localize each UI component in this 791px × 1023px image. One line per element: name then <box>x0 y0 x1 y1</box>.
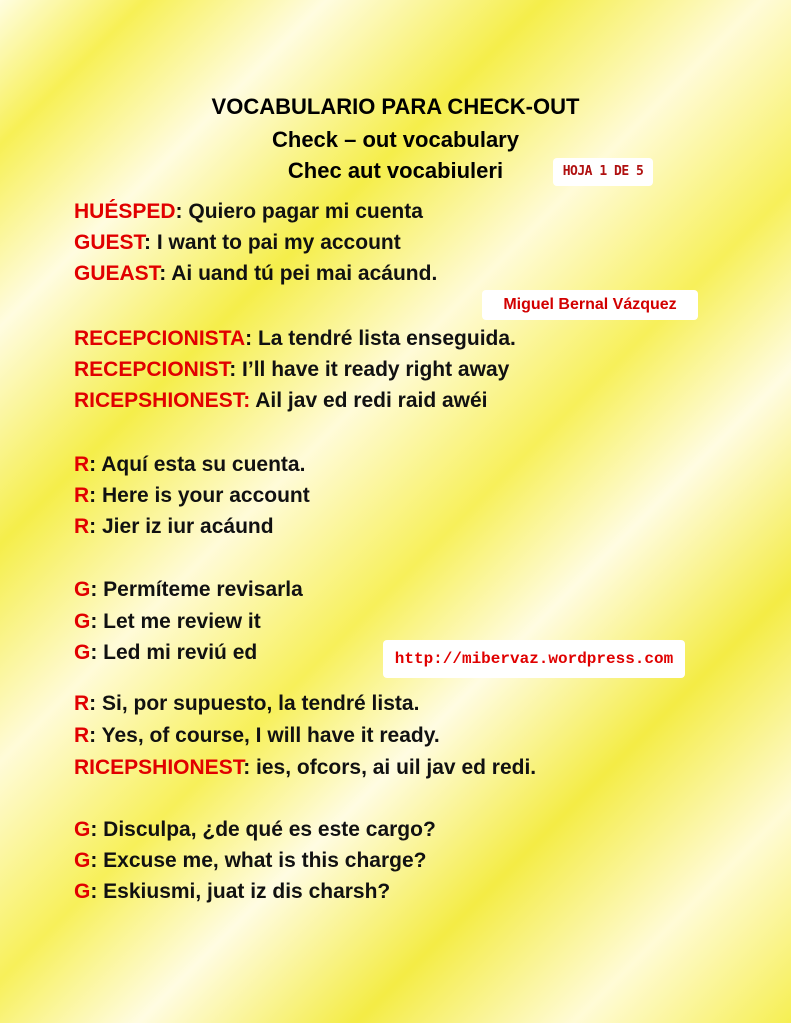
dialogue-line <box>74 200 423 224</box>
dialogue-line <box>74 262 437 286</box>
speaker-label: GUEST <box>74 231 145 254</box>
line-text: : La tendré lista enseguida. <box>245 327 516 350</box>
line-text: : Aquí esta su cuenta. <box>89 453 306 476</box>
line-text: : Excuse me, what is this charge? <box>90 849 427 872</box>
dialogue-line <box>74 389 488 413</box>
line-text: : Ai uand tú pei mai acáund. <box>159 262 438 285</box>
page-subtitle-english: Check – out vocabulary <box>272 127 519 152</box>
speaker-label: RICEPSHIONEST <box>74 756 244 779</box>
speaker-label: RECEPCIONIST <box>74 358 230 381</box>
speaker-label: R <box>74 484 90 507</box>
dialogue-line <box>74 880 390 904</box>
dialogue-line <box>74 231 401 255</box>
dialogue-line <box>74 327 516 351</box>
dialogue-line <box>74 453 305 477</box>
line-text: : I want to pai my account <box>144 231 401 254</box>
speaker-label: GUEAST <box>74 262 160 285</box>
line-text: : Si, por supuesto, la tendré lista. <box>89 692 420 715</box>
line-text: : Eskiusmi, juat iz dis charsh? <box>90 880 391 903</box>
page-subtitle-phonetic: Chec aut vocabiuleri <box>287 158 504 183</box>
dialogue-line <box>74 610 261 634</box>
dialogue-line <box>74 515 274 539</box>
author-badge: Miguel Bernal Vázquez <box>482 290 698 320</box>
line-text: : Here is your account <box>89 484 310 507</box>
page-title: VOCABULARIO PARA CHECK-OUT <box>211 94 580 119</box>
speaker-label: G <box>74 578 91 601</box>
speaker-label: HUÉSPED <box>74 200 176 223</box>
speaker-label: G <box>74 641 91 664</box>
page-number-badge: HOJA 1 DE 5 <box>553 158 653 186</box>
line-text: : I’ll have it ready right away <box>229 358 510 381</box>
speaker-label: R <box>74 724 90 747</box>
speaker-label: G <box>74 849 91 872</box>
line-text: Ail jav ed redi raid awéi <box>250 389 488 412</box>
line-text: : Let me review it <box>90 610 261 633</box>
line-text: : Quiero pagar mi cuenta <box>175 200 423 223</box>
speaker-label: RICEPSHIONEST: <box>74 389 251 412</box>
line-text: : Yes, of course, I will have it ready. <box>89 724 440 747</box>
dialogue-line <box>74 358 509 382</box>
speaker-label: G <box>74 880 91 903</box>
speaker-label: R <box>74 515 90 538</box>
dialogue-line <box>74 849 426 873</box>
speaker-label: RECEPCIONISTA <box>74 327 246 350</box>
line-text: : Led mi reviú ed <box>90 641 258 664</box>
dialogue-line <box>74 578 303 602</box>
speaker-label: G <box>74 818 91 841</box>
dialogue-line <box>74 692 419 716</box>
speaker-label: R <box>74 692 90 715</box>
dialogue-line <box>74 818 436 842</box>
speaker-label: G <box>74 610 91 633</box>
line-text: : ies, ofcors, ai uil jav ed redi. <box>243 756 537 779</box>
dialogue-line <box>74 484 310 508</box>
dialogue-line <box>74 756 536 780</box>
line-text: : Jier iz iur acáund <box>89 515 274 538</box>
line-text: : Permíteme revisarla <box>90 578 303 601</box>
line-text: : Disculpa, ¿de qué es este cargo? <box>90 818 436 841</box>
website-link[interactable]: http://mibervaz.wordpress.com <box>383 640 685 678</box>
speaker-label: R <box>74 453 90 476</box>
dialogue-line <box>74 724 440 748</box>
dialogue-line <box>74 641 257 665</box>
